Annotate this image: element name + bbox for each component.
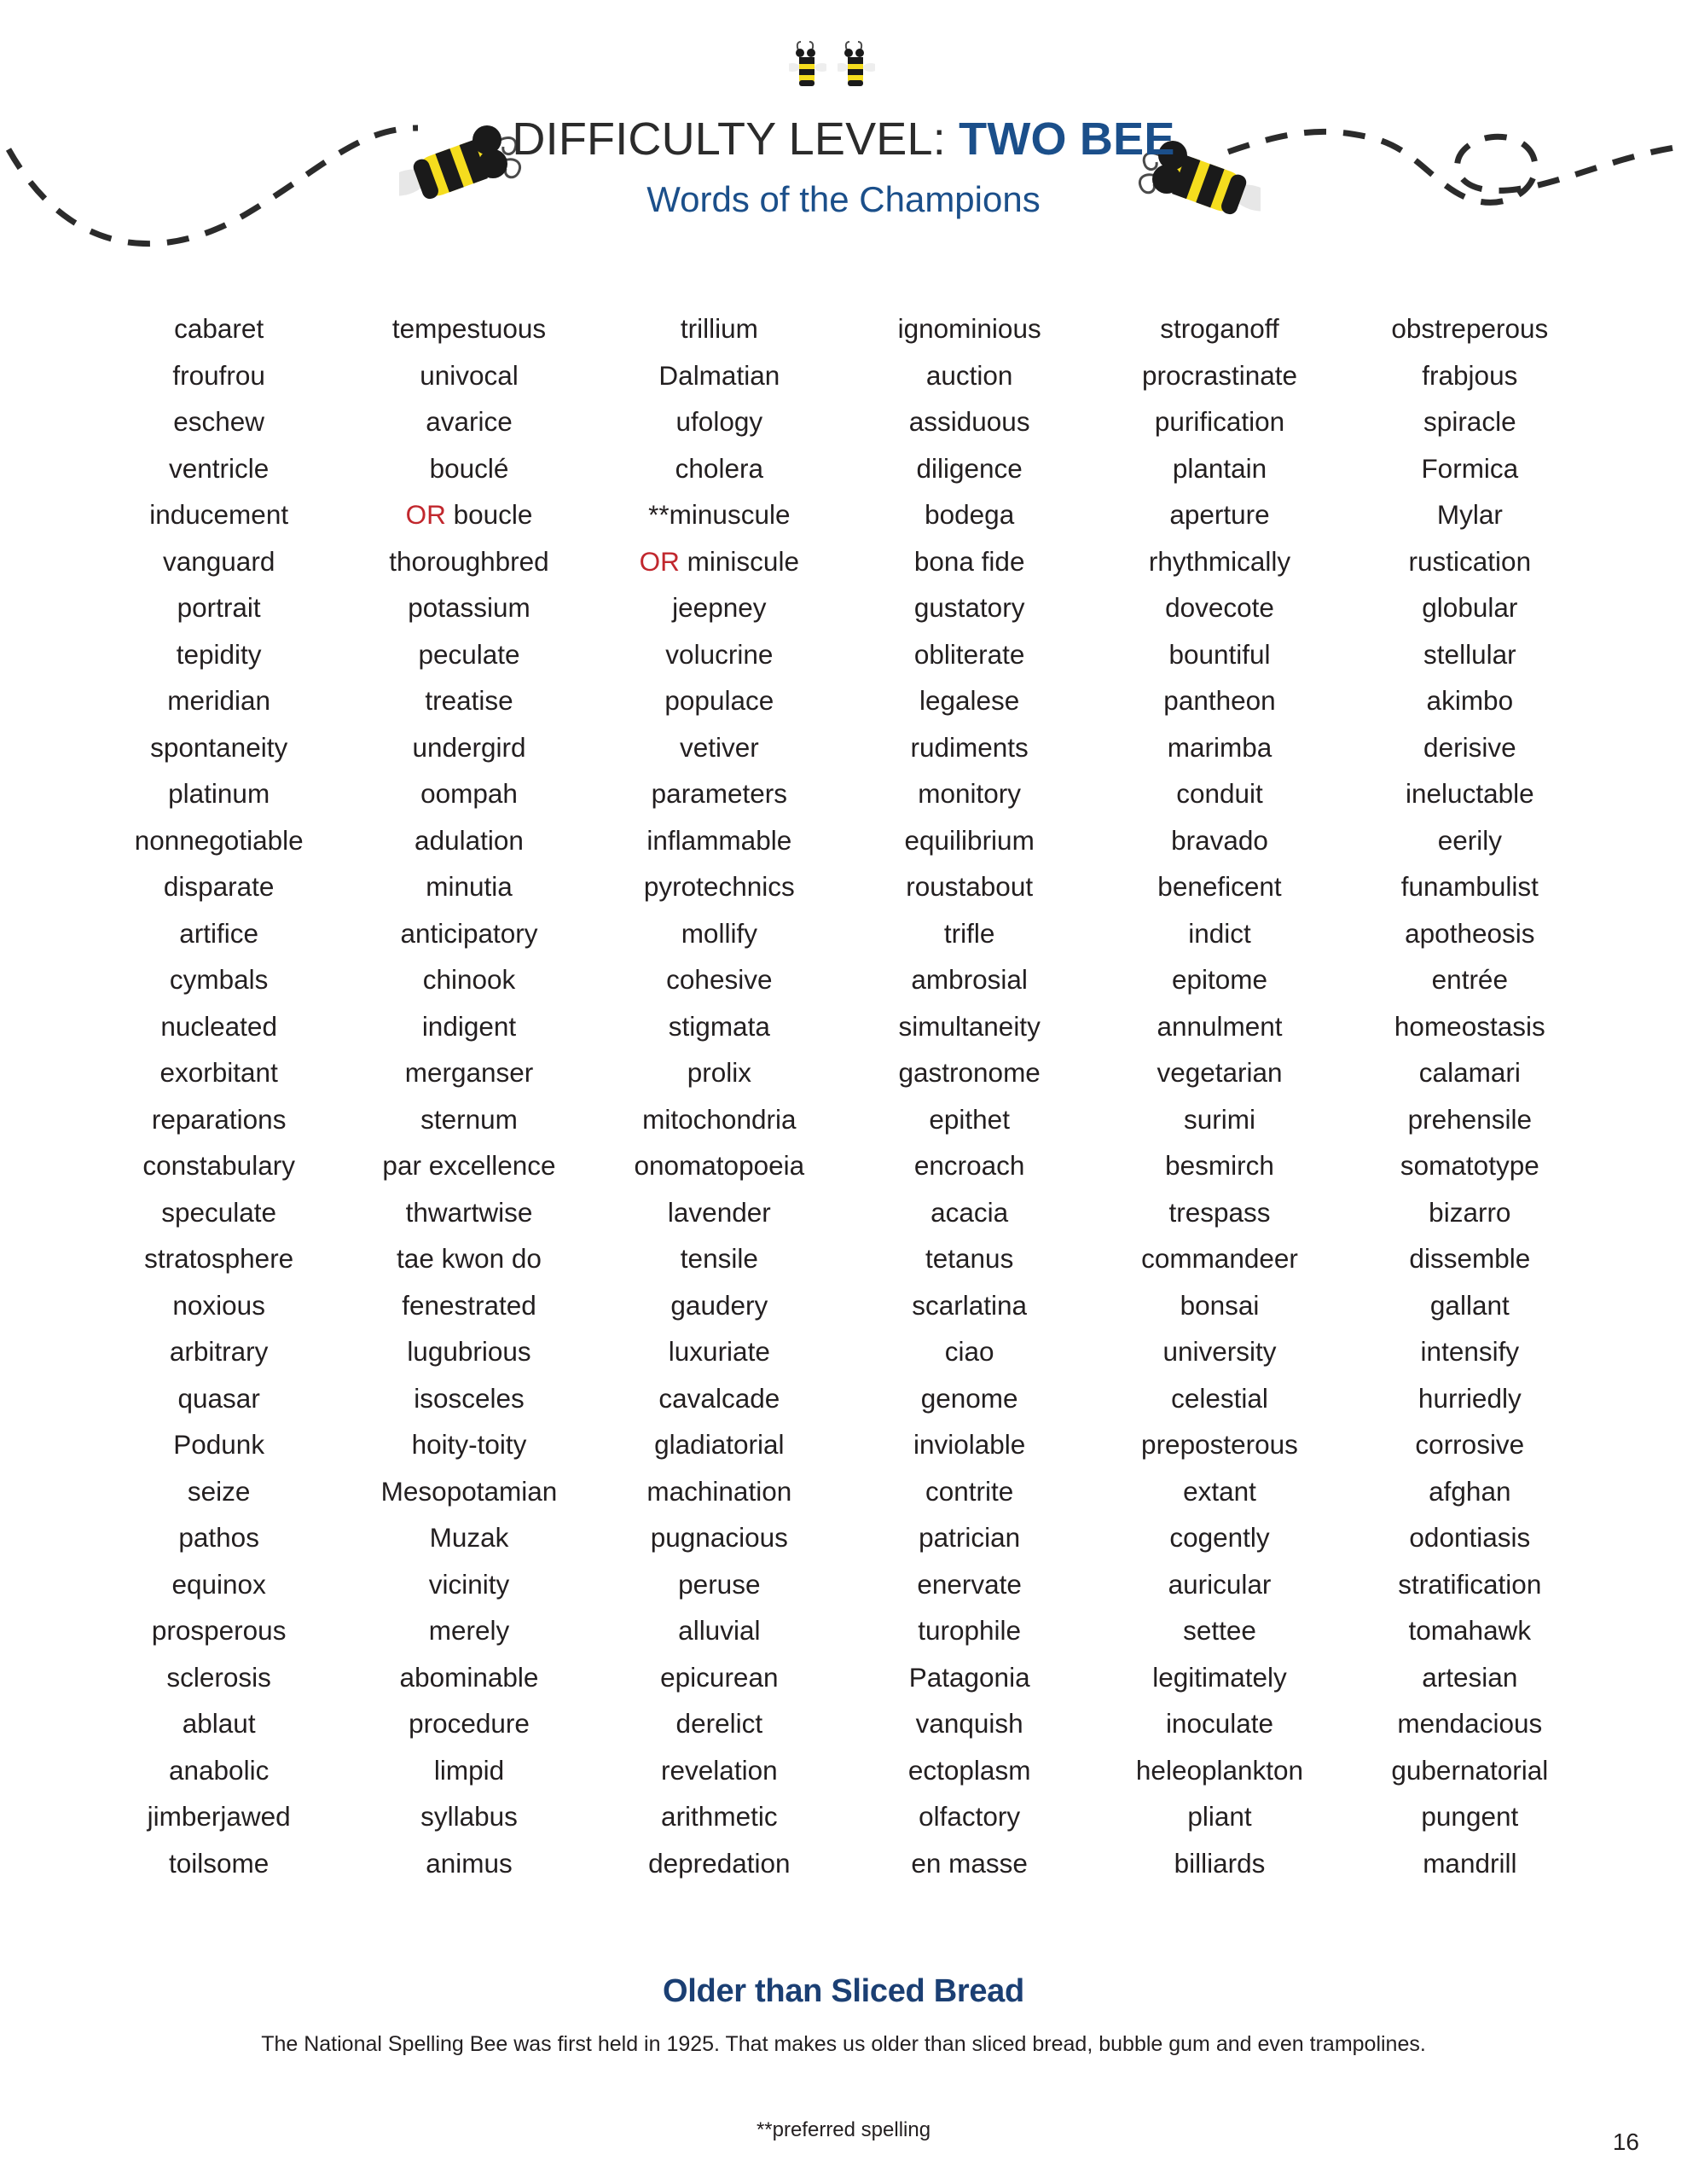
word-column-6 <box>1345 305 1595 1886</box>
word-entry: gladiatorial <box>654 1429 785 1460</box>
word-entry: platinum <box>168 778 270 809</box>
page-number: 16 <box>1612 2129 1639 2155</box>
word-entry: reparations <box>151 1103 287 1135</box>
word-entry: peculate <box>418 638 520 670</box>
word-entry: prosperous <box>151 1615 287 1646</box>
word-entry: abominable <box>399 1661 539 1693</box>
word-entry: auction <box>925 359 1013 391</box>
word-entry: revelation <box>661 1754 778 1786</box>
word-entry: obstreperous <box>1391 313 1549 344</box>
word-entry: limpid <box>433 1754 505 1786</box>
word-entry: pyrotechnics <box>643 871 795 902</box>
word-entry: inviolable <box>913 1429 1026 1460</box>
word-entry: Dalmatian <box>658 359 780 391</box>
word-entry: tempestuous <box>391 313 547 344</box>
word-entry: auricular <box>1168 1568 1272 1600</box>
word-entry: enervate <box>917 1568 1022 1600</box>
word-entry: OR boucle <box>405 499 533 530</box>
word-entry: disparate <box>163 871 275 902</box>
word-entry: arbitrary <box>169 1336 269 1367</box>
word-entry: isosceles <box>414 1382 525 1414</box>
word-entry: roustabout <box>906 871 1034 902</box>
word-entry: frabjous <box>1422 359 1518 391</box>
or-variant-label: OR <box>639 545 680 577</box>
word-entry: mitochondria <box>642 1103 797 1135</box>
word-entry: Muzak <box>429 1522 509 1553</box>
word-entry: acacia <box>930 1196 1009 1228</box>
word-entry: tomahawk <box>1408 1615 1532 1646</box>
word-entry: tepidity <box>176 638 262 670</box>
word-entry: adulation <box>415 824 524 856</box>
word-entry: scarlatina <box>912 1289 1028 1321</box>
word-entry: avarice <box>426 406 513 437</box>
word-entry: legitimately <box>1152 1661 1287 1693</box>
word-entry: arithmetic <box>661 1801 778 1832</box>
word-entry: bizarro <box>1429 1196 1511 1228</box>
word-entry: gallant <box>1429 1289 1510 1321</box>
word-entry: nucleated <box>160 1010 277 1042</box>
word-entry: Mylar <box>1436 499 1503 530</box>
word-entry: obliterate <box>913 638 1025 670</box>
word-entry: globular <box>1422 592 1518 623</box>
word-entry: genome <box>920 1382 1018 1414</box>
word-entry: bountiful <box>1168 638 1271 670</box>
word-entry: Formica <box>1421 452 1519 484</box>
word-entry: ventricle <box>169 452 270 484</box>
word-entry: bravado <box>1171 824 1268 856</box>
word-entry: ablaut <box>182 1708 256 1739</box>
word-entry: indigent <box>421 1010 517 1042</box>
word-entry: vegetarian <box>1157 1057 1283 1088</box>
word-entry: pliant <box>1187 1801 1252 1832</box>
word-entry: inflammable <box>646 824 792 856</box>
word-entry: vanquish <box>915 1708 1023 1739</box>
word-column-2 <box>344 305 594 1886</box>
word-entry: sternum <box>420 1103 518 1135</box>
word-entry: surimi <box>1183 1103 1255 1135</box>
word-entry: tetanus <box>925 1243 1014 1274</box>
word-entry: conduit <box>1176 778 1263 809</box>
word-entry: dissemble <box>1409 1243 1531 1274</box>
word-entry: contrite <box>925 1475 1014 1507</box>
word-entry: merganser <box>404 1057 534 1088</box>
word-entry: **minuscule <box>648 499 791 530</box>
word-entry: volucrine <box>665 638 774 670</box>
word-entry: luxuriate <box>668 1336 770 1367</box>
word-entry: plantain <box>1172 452 1267 484</box>
word-entry: annulment <box>1157 1010 1283 1042</box>
word-entry: inoculate <box>1165 1708 1274 1739</box>
word-entry: tae kwon do <box>397 1243 542 1274</box>
word-entry: bodega <box>925 499 1015 530</box>
word-entry: diligence <box>916 452 1023 484</box>
word-entry: lugubrious <box>407 1336 531 1367</box>
word-entry: jimberjawed <box>147 1801 291 1832</box>
word-entry: university <box>1162 1336 1277 1367</box>
bee-icon <box>789 38 826 91</box>
word-entry: funambulist <box>1400 871 1539 902</box>
word-entry: par excellence <box>382 1150 556 1181</box>
word-entry: purification <box>1154 406 1285 437</box>
word-entry: corrosive <box>1415 1429 1525 1460</box>
word-entry: simultaneity <box>898 1010 1041 1042</box>
word-entry: assiduous <box>908 406 1030 437</box>
word-entry: legalese <box>919 685 1020 716</box>
word-entry: dovecote <box>1165 592 1274 623</box>
word-entry: vicinity <box>428 1568 510 1600</box>
word-column-3 <box>594 305 844 1886</box>
word-entry: epicurean <box>660 1661 779 1693</box>
word-entry: vanguard <box>162 545 275 577</box>
word-entry: gustatory <box>913 592 1025 623</box>
word-entry: nonnegotiable <box>134 824 304 856</box>
word-entry: ectoplasm <box>907 1754 1031 1786</box>
word-entry: seize <box>187 1475 251 1507</box>
page-header <box>0 113 1687 220</box>
word-entry: cholera <box>675 452 763 484</box>
word-entry: merely <box>428 1615 510 1646</box>
word-entry: turophile <box>918 1615 1022 1646</box>
word-entry: procedure <box>409 1708 530 1739</box>
word-entry: rustication <box>1408 545 1532 577</box>
word-entry: billiards <box>1174 1847 1266 1879</box>
word-entry: beneficent <box>1157 871 1282 902</box>
word-entry: procrastinate <box>1141 359 1298 391</box>
word-entry: depredation <box>648 1847 791 1879</box>
word-entry: vetiver <box>679 731 759 763</box>
word-entry: eschew <box>173 406 265 437</box>
word-entry: trespass <box>1168 1196 1271 1228</box>
word-entry: homeostasis <box>1394 1010 1545 1042</box>
word-entry: cymbals <box>169 964 269 995</box>
word-entry: peruse <box>678 1568 761 1600</box>
word-entry: machination <box>646 1475 792 1507</box>
word-entry: epithet <box>929 1103 1010 1135</box>
word-entry: monitory <box>918 778 1022 809</box>
word-entry: OR miniscule <box>639 545 799 577</box>
page-title-level: TWO BEE <box>959 113 1175 165</box>
word-entry: pathos <box>178 1522 259 1553</box>
or-variant-label: OR <box>405 499 446 530</box>
word-entry: treatise <box>425 685 513 716</box>
word-entry: patrician <box>919 1522 1021 1553</box>
word-entry: minutia <box>426 871 513 902</box>
word-entry: hurriedly <box>1417 1382 1522 1414</box>
word-entry: bonsai <box>1180 1289 1260 1321</box>
word-entry: mollify <box>681 917 757 949</box>
word-entry: derelict <box>675 1708 763 1739</box>
word-entry: cogently <box>1169 1522 1270 1553</box>
word-entry: toilsome <box>169 1847 270 1879</box>
word-entry: settee <box>1183 1615 1256 1646</box>
word-entry: thoroughbred <box>389 545 549 577</box>
word-entry: ineluctable <box>1406 778 1534 809</box>
word-entry: pugnacious <box>650 1522 788 1553</box>
word-entry: marimba <box>1167 731 1272 763</box>
word-entry: trillium <box>680 313 758 344</box>
word-column-1 <box>94 305 344 1886</box>
word-entry: tensile <box>680 1243 758 1274</box>
word-entry: animus <box>426 1847 513 1879</box>
footnote: **preferred spelling <box>756 2118 931 2141</box>
word-entry: odontiasis <box>1409 1522 1531 1553</box>
word-entry: artesian <box>1422 1661 1518 1693</box>
word-entry: pantheon <box>1163 685 1276 716</box>
word-entry: alluvial <box>678 1615 761 1646</box>
word-entry: Podunk <box>173 1429 265 1460</box>
bee-icon <box>838 38 875 91</box>
word-entry: quasar <box>177 1382 260 1414</box>
word-entry: mendacious <box>1397 1708 1543 1739</box>
word-entry: froufrou <box>172 359 265 391</box>
word-entry: ufology <box>675 406 763 437</box>
word-entry: indict <box>1188 917 1251 949</box>
word-entry: entrée <box>1431 964 1508 995</box>
word-entry: Patagonia <box>908 1661 1030 1693</box>
word-entry: bouclé <box>429 452 509 484</box>
word-entry: jeepney <box>672 592 767 623</box>
word-entry: spontaneity <box>150 731 288 763</box>
word-list-grid <box>94 305 1595 1886</box>
word-entry: univocal <box>420 359 519 391</box>
word-entry: prolix <box>687 1057 751 1088</box>
word-entry: oompah <box>420 778 518 809</box>
word-entry: olfactory <box>919 1801 1021 1832</box>
word-entry: ignominious <box>897 313 1041 344</box>
word-entry: cavalcade <box>658 1382 780 1414</box>
word-entry: parameters <box>651 778 787 809</box>
word-entry: stroganoff <box>1160 313 1279 344</box>
word-entry: potassium <box>408 592 530 623</box>
page-subtitle: Words of the Champions <box>646 179 1041 219</box>
word-entry: bona fide <box>913 545 1025 577</box>
word-entry: extant <box>1183 1475 1256 1507</box>
word-entry: artifice <box>179 917 259 949</box>
word-entry: syllabus <box>420 1801 518 1832</box>
word-entry: anticipatory <box>400 917 538 949</box>
word-entry: portrait <box>177 592 261 623</box>
word-entry: heleoplankton <box>1135 1754 1304 1786</box>
fact-title: Older than Sliced Bread <box>663 1973 1024 2009</box>
word-entry: mandrill <box>1423 1847 1517 1879</box>
word-entry: stratification <box>1398 1568 1542 1600</box>
word-entry: undergird <box>412 731 526 763</box>
word-entry: derisive <box>1423 731 1516 763</box>
word-entry: eerily <box>1437 824 1502 856</box>
word-entry: thwartwise <box>405 1196 533 1228</box>
word-column-5 <box>1094 305 1344 1886</box>
word-entry: equilibrium <box>904 824 1035 856</box>
word-entry: gastronome <box>898 1057 1041 1088</box>
word-entry: anabolic <box>168 1754 270 1786</box>
word-entry: calamari <box>1418 1057 1521 1088</box>
word-entry: epitome <box>1171 964 1268 995</box>
word-entry: aperture <box>1169 499 1270 530</box>
word-entry: lavender <box>667 1196 771 1228</box>
word-entry: equinox <box>171 1568 266 1600</box>
word-entry: fenestrated <box>402 1289 536 1321</box>
word-entry: ambrosial <box>911 964 1028 995</box>
word-entry: rudiments <box>910 731 1029 763</box>
word-entry: noxious <box>172 1289 265 1321</box>
word-entry: populace <box>664 685 774 716</box>
word-entry: speculate <box>161 1196 277 1228</box>
word-entry: sclerosis <box>166 1661 271 1693</box>
page-title-plain: DIFFICULTY LEVEL: <box>512 113 959 165</box>
word-entry: stigmata <box>668 1010 770 1042</box>
word-entry: gaudery <box>670 1289 768 1321</box>
word-entry: stellular <box>1423 638 1516 670</box>
word-entry: somatotype <box>1400 1150 1539 1181</box>
page-title <box>0 113 1687 166</box>
word-entry: akimbo <box>1426 685 1514 716</box>
word-entry: meridian <box>167 685 271 716</box>
word-entry: preposterous <box>1141 1429 1298 1460</box>
word-entry: besmirch <box>1165 1150 1274 1181</box>
word-entry: exorbitant <box>159 1057 278 1088</box>
fact-body: The National Spelling Bee was first held in 1925. That makes us older than sliced bread, bubble gum and even trampolines. <box>261 2032 1426 2056</box>
word-entry: gubernatorial <box>1391 1754 1549 1786</box>
word-entry: trifle <box>943 917 995 949</box>
word-entry: stratosphere <box>144 1243 294 1274</box>
word-entry: chinook <box>422 964 516 995</box>
word-entry: apotheosis <box>1405 917 1535 949</box>
word-entry: hoity-toity <box>411 1429 527 1460</box>
word-entry: onomatopoeia <box>634 1150 805 1181</box>
word-entry: constabulary <box>142 1150 295 1181</box>
word-entry: intensify <box>1420 1336 1520 1367</box>
word-entry: celestial <box>1171 1382 1268 1414</box>
word-entry: encroach <box>913 1150 1025 1181</box>
word-entry: rhythmically <box>1148 545 1291 577</box>
word-entry: spiracle <box>1423 406 1516 437</box>
word-entry: pungent <box>1421 1801 1519 1832</box>
word-entry: ciao <box>944 1336 994 1367</box>
word-entry: Mesopotamian <box>380 1475 558 1507</box>
word-entry: prehensile <box>1407 1103 1532 1135</box>
word-entry: inducement <box>149 499 289 530</box>
word-column-4 <box>844 305 1094 1886</box>
word-entry: cabaret <box>174 313 264 344</box>
word-entry: cohesive <box>666 964 773 995</box>
word-entry: en masse <box>911 1847 1028 1879</box>
word-entry: afghan <box>1429 1475 1511 1507</box>
word-entry: commandeer <box>1141 1243 1298 1274</box>
